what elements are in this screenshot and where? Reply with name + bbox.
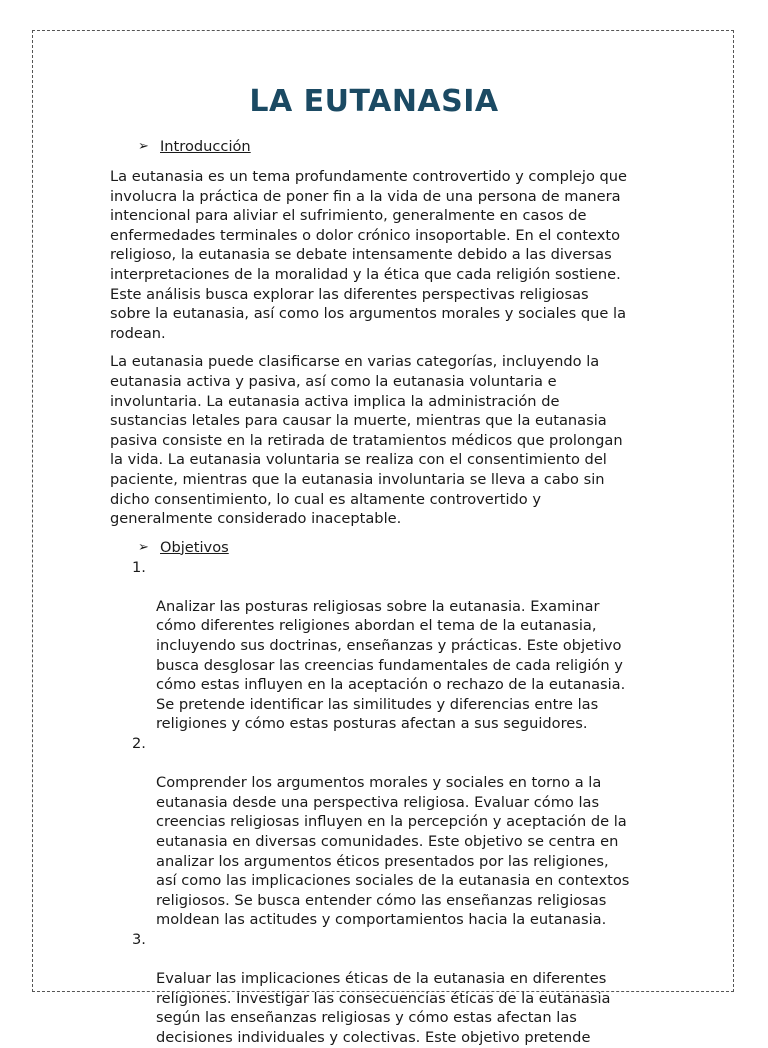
document-title: LA EUTANASIA xyxy=(249,84,499,119)
list-item-text: Comprender los argumentos morales y sociales en torno a la eutanasia desde una perspectiva religiosa. Evaluar cómo las creencias religiosas influyen en la percepción y aceptación de la eutanasia en diversas comunidades. Este objetivo se centra en analizar los argumentos éticos presentados por las religiones, así como las implicaciones sociales de la eutanasia en contextos religiosos. Se busca entender cómo las enseñanzas religiosas moldean las actitudes y comportamientos hacia la eutanasia. xyxy=(156,774,630,929)
section-heading-label: Introducción xyxy=(160,138,251,155)
section-heading-introduccion xyxy=(110,137,662,157)
list-item-number: 3. xyxy=(132,930,146,948)
list-item-text: Evaluar las implicaciones éticas de la eutanasia en diferentes religiones. Investigar las consecuencias éticas de la eutanasia según las enseñanzas religiosas y cómo estas afectan las decisiones individuales y colectivas. Este objetivo pretende xyxy=(156,970,611,1046)
paragraph: La eutanasia puede clasificarse en varias categorías, incluyendo la eutanasia activa y pasiva, así como la eutanasia voluntaria e involuntaria. La eutanasia activa implica la administración de sustancias letales para causar la muerte, mientras que la eutanasia pasiva consiste en la retirada de tratamientos médicos que prolongan la vida. La eutanasia voluntaria se realiza con el consentimiento del paciente, mientras que la eutanasia involuntaria se lleva a cabo sin dicho consentimiento, lo cual es altamente controvertido y generalmente considerado inaceptable. xyxy=(110,353,623,528)
objectives-list xyxy=(110,558,662,1048)
list-item xyxy=(110,734,662,930)
list-item-number: 1. xyxy=(132,558,146,576)
list-item xyxy=(110,558,662,734)
list-item-text: Analizar las posturas religiosas sobre la eutanasia. Examinar cómo diferentes religiones abordan el tema de la eutanasia, incluyendo sus doctrinas, enseñanzas y prácticas. Este objetivo busca desglosar las creencias fundamentales de cada religión y cómo estas influyen en la aceptación o rechazo de la eutanasia. Se pretende identificar las similitudes y diferencias entre las religiones y cómo estas posturas afectan a sus seguidores. xyxy=(156,597,626,733)
section-heading-label: Objetivos xyxy=(160,538,229,556)
arrow-bullet-icon: ➢ xyxy=(138,139,149,154)
document-body xyxy=(110,137,662,1048)
arrow-bullet-icon: ➢ xyxy=(138,539,149,555)
paragraph: La eutanasia es un tema profundamente controvertido y complejo que involucra la práctica de poner fin a la vida de una persona de manera intencional para aliviar el sufrimiento, generalmente en casos de enfermedades terminales o dolor crónico insoportable. En el contexto religioso, la eutanasia se debate intensamente debido a las diversas interpretaciones de la moralidad y la ética que cada religión sostiene. Este análisis busca explorar las diferentes perspectivas religiosas sobre la eutanasia, así como los argumentos morales y sociales que la rodean. xyxy=(110,168,628,342)
list-item-number: 2. xyxy=(132,735,146,753)
section-heading-objetivos xyxy=(110,538,662,558)
list-item xyxy=(110,930,662,1048)
